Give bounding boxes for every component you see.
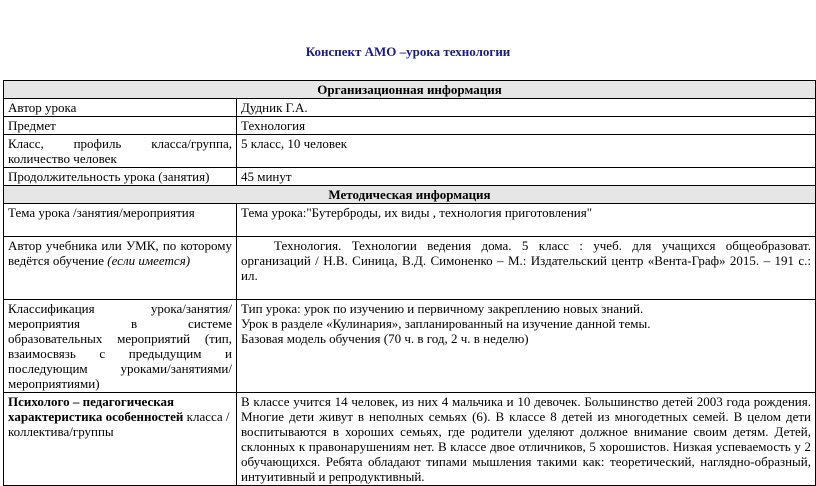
textbook-label: [4, 237, 237, 300]
subject-value: Технология: [237, 117, 816, 135]
topic-value: Тема урока:"Бутерброды, их виды , технология приготовления": [237, 204, 816, 237]
classification-label: Классификация урока/занятия/мероприятия в системе образовательных мероприятий (тип, взаимосвязь с предыдущим и последующим уроками/занятиями/мероприятиями): [4, 300, 237, 393]
subject-label: Предмет: [4, 117, 237, 135]
class-value: 5 класс, 10 человек: [237, 135, 816, 168]
table-row: [4, 168, 816, 186]
section-row-methodical: [4, 186, 816, 204]
section-row-organizational: [4, 81, 816, 99]
classification-value-cell: [237, 300, 816, 393]
psych-label: [4, 393, 237, 486]
textbook-label-note: (если имеется): [107, 253, 191, 268]
duration-value: 45 минут: [237, 168, 816, 186]
table-row: [4, 393, 816, 486]
textbook-value-cell: [237, 237, 816, 300]
duration-label: Продолжительность урока (занятия): [4, 168, 237, 186]
classification-type: Тип урока: урок по изучению и первичному закреплению новых знаний.: [241, 301, 644, 316]
section-header-methodical: Методическая информация: [4, 186, 816, 204]
psych-value: В классе учится 14 человек, из них 4 мальчика и 10 девочек. Большинство детей 2003 года рождения. Многие дети живут в неполных семьях (6). В классе 8 детей из многодетных семей. В целом дети воспитываются в хороших семьях, где родители уделяют должное внимание своим детям. Детей, склонных к правонарушениям нет. В классе двое отличников, 5 хорошистов. Низкая успеваемость у 2 обучающихся. Ребята обладают типами мышления такими как: теоретический, наглядно-образный, интуитивный и репродуктивный.: [237, 393, 816, 486]
textbook-label-main: Автор учебника или УМК, по которому ведётся обучение: [8, 238, 232, 268]
textbook-value: Технология. Технологии ведения дома. 5 класс : учеб. для учащихся общеобразоват. организаций / Н.В. Синица, В.Д. Симоненко – М.: Издательский центр «Вента-Граф» 2015. – 191 с.: ил.: [241, 238, 811, 283]
table-row: [4, 99, 816, 117]
document-title: Конспект АМО –урока технологии: [305, 44, 511, 59]
class-label: Класс, профиль класса/группа, количество человек: [4, 135, 237, 168]
table-row: [4, 117, 816, 135]
table-row: [4, 204, 816, 237]
author-value: Дудник Г.А.: [237, 99, 816, 117]
table-row: [4, 237, 816, 300]
section-header-organizational: Организационная информация: [4, 81, 816, 99]
lesson-info-table: [3, 80, 816, 486]
author-label: Автор урока: [4, 99, 237, 117]
table-row: [4, 135, 816, 168]
topic-label: Тема урока /занятия/мероприятия: [4, 204, 237, 237]
psych-label-rest: класса /коллектива/группы: [8, 409, 230, 439]
classification-section: Урок в разделе «Кулинария», запланированный на изучение данной темы.: [241, 316, 651, 331]
table-row: [4, 300, 816, 393]
classification-model: Базовая модель обучения (70 ч. в год, 2 ч. в неделю): [241, 331, 529, 346]
psych-label-bold: Психолого – педагогическая характеристика особенностей: [8, 394, 184, 424]
